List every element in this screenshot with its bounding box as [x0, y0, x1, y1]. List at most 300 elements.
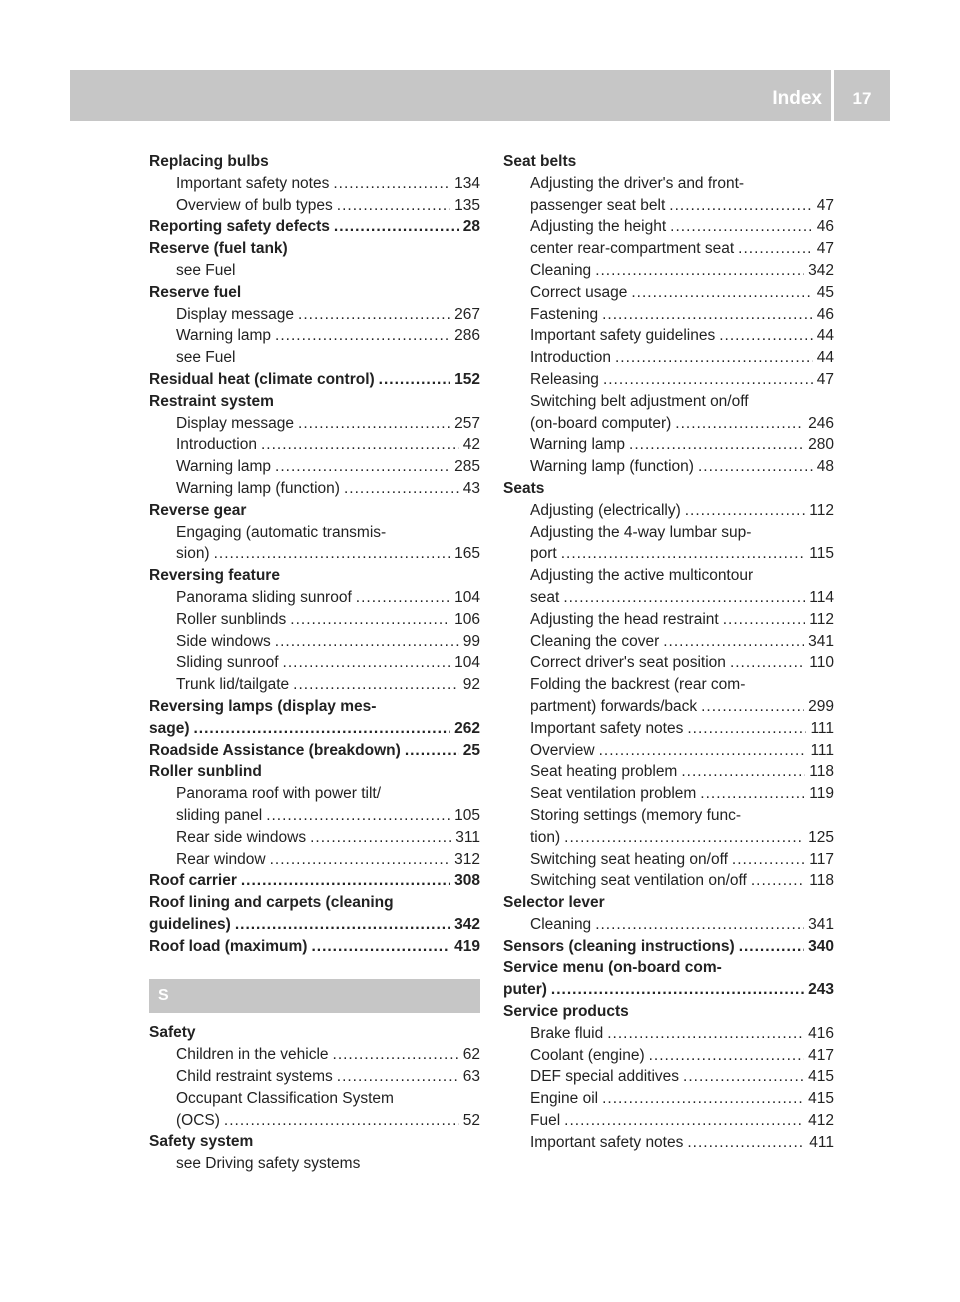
entry-text: partment) forwards/back: [530, 697, 698, 715]
dot-leader: [564, 827, 804, 849]
index-subentry: [503, 870, 834, 892]
dot-leader: [631, 282, 812, 304]
index-subentry: [503, 543, 834, 565]
entry-text: Restraint system: [149, 392, 274, 410]
dot-leader: [681, 761, 805, 783]
entry-text: Adjusting (electrically): [530, 501, 681, 519]
entry-text: Panorama roof with power tilt/: [176, 785, 382, 803]
page-ref: 45: [816, 283, 834, 301]
index-subentry: [149, 631, 480, 653]
index-subentry: [149, 173, 480, 195]
dot-leader: [551, 979, 804, 1001]
index-subentry: [503, 565, 834, 587]
index-heading: [503, 979, 834, 1001]
dot-leader: [356, 587, 450, 609]
page-ref: 415: [808, 1090, 834, 1108]
entry-text: Panorama sliding sunroof: [176, 588, 352, 606]
index-subentry: [503, 652, 834, 674]
entry-text: Adjusting the head restraint: [530, 610, 719, 628]
page-ref: 286: [454, 327, 480, 345]
page-ref: 118: [809, 763, 834, 781]
index-subentry: [149, 827, 480, 849]
page-ref: 44: [816, 349, 834, 367]
dot-leader: [298, 304, 450, 326]
page-ref: 47: [816, 370, 834, 388]
entry-text: Adjusting the height: [530, 218, 667, 236]
page-ref: 257: [454, 414, 480, 432]
entry-text: Child restraint systems: [176, 1068, 333, 1086]
entry-text: Roof lining and carpets (cleaning: [149, 894, 394, 912]
index-heading: [149, 1022, 480, 1044]
page-ref: 243: [808, 981, 834, 999]
page-ref: 42: [462, 436, 480, 454]
entry-text: Roadside Assistance (breakdown): [149, 741, 401, 759]
page-ref: 342: [454, 915, 480, 933]
dot-leader: [751, 870, 805, 892]
index-heading: [149, 282, 480, 304]
dot-leader: [607, 1023, 804, 1045]
entry-text: Trunk lid/tailgate: [176, 676, 290, 694]
index-subentry: [503, 805, 834, 827]
page-ref: 152: [454, 370, 480, 388]
index-subentry: [503, 1023, 834, 1045]
entry-text: Cleaning the cover: [530, 632, 660, 650]
index-subentry: [503, 282, 834, 304]
page-ref: 47: [816, 240, 834, 258]
entry-text: Safety: [149, 1024, 196, 1042]
entry-text: Service menu (on-board com-: [503, 959, 722, 977]
entry-text: Safety system: [149, 1133, 254, 1151]
dot-leader: [379, 369, 450, 391]
page-ref: 104: [454, 654, 480, 672]
dot-leader: [214, 543, 451, 565]
entry-text: (on-board computer): [530, 414, 672, 432]
page-ref: 106: [454, 610, 480, 628]
page-ref: 311: [455, 828, 480, 846]
entry-text: Overview of bulb types: [176, 196, 333, 214]
entry-text: Correct driver's seat position: [530, 654, 726, 672]
dot-leader: [687, 718, 806, 740]
page-ref: 125: [808, 828, 834, 846]
page-ref: 110: [809, 654, 834, 672]
entry-text: see Fuel: [176, 261, 236, 279]
entry-text: Roof load (maximum): [149, 937, 308, 955]
page-ref: 411: [809, 1133, 834, 1151]
dot-leader: [670, 216, 813, 238]
entry-text: DEF special additives: [530, 1068, 680, 1086]
index-subentry: [149, 1110, 480, 1132]
entry-text: Reserve fuel: [149, 283, 242, 301]
index-heading: [149, 391, 480, 413]
dot-leader: [738, 238, 813, 260]
page-ref: 52: [462, 1111, 480, 1129]
entry-text: Roof carrier: [149, 872, 237, 890]
index-heading: [149, 718, 480, 740]
page-ref: 262: [454, 719, 480, 737]
entry-text: Display message: [176, 414, 295, 432]
page-ref: 117: [809, 850, 834, 868]
dot-leader: [241, 870, 450, 892]
entry-text: Warning lamp: [530, 436, 626, 454]
index-subentry: [503, 740, 834, 762]
entry-text: Introduction: [530, 349, 611, 367]
entry-text: Fastening: [530, 305, 599, 323]
entry-text: Releasing: [530, 370, 599, 388]
index-subentry: [503, 674, 834, 696]
entry-text: tion): [530, 828, 561, 846]
entry-text: Display message: [176, 305, 295, 323]
index-subentry: [503, 456, 834, 478]
page-ref: 135: [454, 196, 480, 214]
dot-leader: [683, 1066, 804, 1088]
dot-leader: [270, 849, 451, 871]
page-ref: 419: [454, 937, 480, 955]
entry-text: Reversing lamps (display mes-: [149, 697, 377, 715]
entry-text: Warning lamp (function): [176, 479, 340, 497]
index-subentry: [503, 347, 834, 369]
index-subentry: [503, 238, 834, 260]
page-ref: 115: [809, 545, 834, 563]
index-subentry: [503, 216, 834, 238]
dot-leader: [235, 914, 450, 936]
page-ref: 46: [816, 305, 834, 323]
index-heading: [503, 936, 834, 958]
index-subentry: [503, 304, 834, 326]
page-header: [70, 70, 890, 121]
dot-leader: [337, 195, 450, 217]
dot-leader: [669, 195, 812, 217]
dot-leader: [266, 805, 450, 827]
index-subentry: [149, 587, 480, 609]
page-ref: 47: [816, 196, 834, 214]
dot-leader: [615, 347, 813, 369]
index-subentry: [503, 761, 834, 783]
dot-leader: [224, 1110, 459, 1132]
entry-text: Residual heat (climate control): [149, 370, 375, 388]
index-subentry: [149, 1153, 480, 1175]
page-ref: 299: [808, 697, 834, 715]
dot-leader: [311, 936, 450, 958]
index-subentry: [503, 369, 834, 391]
page-ref: 105: [454, 806, 480, 824]
index-subentry: [149, 347, 480, 369]
dot-leader: [298, 413, 450, 435]
dot-leader: [730, 652, 805, 674]
page-ref: 44: [816, 327, 834, 345]
entry-text: port: [530, 545, 557, 563]
page-ref: 416: [808, 1024, 834, 1042]
page-ref: 118: [809, 872, 834, 890]
entry-text: Cleaning: [530, 261, 592, 279]
index-subentry: [503, 696, 834, 718]
entry-text: Seat ventilation problem: [530, 785, 697, 803]
dot-leader: [719, 325, 813, 347]
entry-text: Children in the vehicle: [176, 1046, 329, 1064]
index-subentry: [503, 827, 834, 849]
index-heading: [503, 892, 834, 914]
entry-text: Engaging (automatic transmis-: [176, 523, 387, 541]
entry-text: Important safety guidelines: [530, 327, 716, 345]
dot-leader: [602, 304, 813, 326]
entry-text: Side windows: [176, 632, 271, 650]
index-subentry: [149, 478, 480, 500]
page-ref: 43: [462, 479, 480, 497]
entry-text: Adjusting the active multicontour: [530, 567, 754, 585]
entry-text: Adjusting the 4-way lumbar sup-: [530, 523, 752, 541]
entry-text: Coolant (engine): [530, 1046, 645, 1064]
entry-text: Selector lever: [503, 894, 605, 912]
entry-text: Roller sunblinds: [176, 610, 287, 628]
page-ref: 341: [808, 632, 834, 650]
page-ref: 112: [809, 501, 834, 519]
page-ref: 99: [462, 632, 480, 650]
dot-leader: [275, 456, 450, 478]
index-subentry: [503, 391, 834, 413]
entry-text: see Fuel: [176, 349, 236, 367]
entry-text: sage): [149, 719, 190, 737]
dot-leader: [675, 413, 804, 435]
dot-leader: [602, 1088, 804, 1110]
index-subentry: [149, 325, 480, 347]
index-subentry: [503, 631, 834, 653]
dot-leader: [701, 696, 804, 718]
dot-leader: [663, 631, 804, 653]
index-subentry: [503, 587, 834, 609]
index-subentry: [503, 1132, 834, 1154]
page-ref: 111: [810, 741, 834, 759]
page-ref: 111: [810, 719, 834, 737]
index-subentry: [149, 413, 480, 435]
page-ref: 25: [462, 741, 480, 759]
entry-text: Switching seat heating on/off: [530, 850, 728, 868]
page-ref: 415: [808, 1068, 834, 1086]
page-ref: 342: [808, 261, 834, 279]
dot-leader: [629, 434, 804, 456]
page-ref: 92: [462, 676, 480, 694]
page-ref: 340: [808, 937, 834, 955]
entry-text: Brake fluid: [530, 1024, 604, 1042]
index-subentry: [503, 914, 834, 936]
entry-text: Warning lamp: [176, 327, 272, 345]
dot-leader: [344, 478, 459, 500]
index-subentry: [503, 783, 834, 805]
header-title: Index: [772, 88, 822, 109]
dot-leader: [603, 369, 813, 391]
index-subentry: [149, 304, 480, 326]
index-subentry: [503, 434, 834, 456]
page-ref: 412: [808, 1112, 834, 1130]
index-subentry: [149, 1088, 480, 1110]
entry-text: Overview: [530, 741, 595, 759]
index-subentry: [503, 718, 834, 740]
index-subentry: [149, 849, 480, 871]
entry-text: Reporting safety defects: [149, 218, 330, 236]
entry-text: Reversing feature: [149, 567, 280, 585]
index-subentry: [503, 260, 834, 282]
index-heading: [149, 151, 480, 173]
entry-text: puter): [503, 981, 547, 999]
page-ref: 165: [454, 545, 480, 563]
page-ref: 62: [462, 1046, 480, 1064]
entry-text: Seat heating problem: [530, 763, 678, 781]
index-subentry: [149, 609, 480, 631]
index-heading: [149, 696, 480, 718]
index-subentry: [149, 434, 480, 456]
index-heading: [149, 914, 480, 936]
page-ref: 119: [809, 785, 834, 803]
index-heading: [149, 369, 480, 391]
index-column-right: [503, 151, 834, 1154]
entry-text: Occupant Classification System: [176, 1089, 394, 1107]
page-ref: 308: [454, 872, 480, 890]
entry-text: Adjusting the driver's and front-: [530, 174, 745, 192]
index-heading: [149, 936, 480, 958]
entry-text: guidelines): [149, 915, 231, 933]
dot-leader: [687, 1132, 805, 1154]
index-subentry: [149, 260, 480, 282]
page-ref: 312: [454, 850, 480, 868]
entry-text: Rear side windows: [176, 828, 307, 846]
index-heading: [503, 478, 834, 500]
page-ref: 114: [809, 588, 834, 606]
dot-leader: [293, 674, 459, 696]
index-subentry: [149, 805, 480, 827]
index-subentry: [149, 522, 480, 544]
index-subentry: [149, 783, 480, 805]
page-ref: 417: [808, 1046, 834, 1064]
dot-leader: [275, 631, 459, 653]
index-subentry: [503, 609, 834, 631]
index-subentry: [149, 195, 480, 217]
index-subentry: [503, 1066, 834, 1088]
dot-leader: [333, 1044, 459, 1066]
entry-text: passenger seat belt: [530, 196, 666, 214]
dot-leader: [698, 456, 813, 478]
dot-leader: [310, 827, 451, 849]
index-subentry: [503, 1088, 834, 1110]
entry-text: Important safety notes: [530, 1133, 684, 1151]
index-subentry: [149, 1044, 480, 1066]
dot-leader: [275, 325, 450, 347]
entry-text: Reserve (fuel tank): [149, 240, 288, 258]
dot-leader: [561, 543, 806, 565]
index-subentry: [149, 543, 480, 565]
page-ref: 134: [454, 174, 480, 192]
entry-text: Fuel: [530, 1112, 561, 1130]
page-ref: 267: [454, 305, 480, 323]
page-ref: 46: [816, 218, 834, 236]
dot-leader: [333, 173, 450, 195]
index-subentry: [503, 325, 834, 347]
entry-text: Folding the backrest (rear com-: [530, 676, 746, 694]
index-subentry: [149, 674, 480, 696]
index-heading: [503, 1001, 834, 1023]
dot-leader: [700, 783, 805, 805]
entry-text: center rear-compartment seat: [530, 240, 735, 258]
index-subentry: [503, 413, 834, 435]
page-number: 17: [852, 89, 872, 108]
index-subentry: [503, 522, 834, 544]
entry-text: Sliding sunroof: [176, 654, 279, 672]
page-ref: 28: [462, 218, 480, 236]
entry-text: Warning lamp: [176, 458, 272, 476]
entry-text: Engine oil: [530, 1090, 599, 1108]
dot-leader: [595, 914, 804, 936]
dot-leader: [283, 652, 451, 674]
entry-text: Replacing bulbs: [149, 153, 269, 170]
entry-text: see Driving safety systems: [176, 1155, 361, 1173]
entry-text: Rear window: [176, 850, 266, 868]
entry-text: Switching belt adjustment on/off: [530, 392, 749, 410]
dot-leader: [261, 434, 459, 456]
index-subentry: [503, 173, 834, 195]
page-ref: 104: [454, 588, 480, 606]
entry-text: Cleaning: [530, 915, 592, 933]
section-spacer: [149, 957, 480, 979]
entry-text: Switching seat ventilation on/off: [530, 872, 747, 890]
index-heading: [149, 761, 480, 783]
page-ref: 48: [816, 458, 834, 476]
dot-leader: [685, 500, 806, 522]
index-heading: [149, 500, 480, 522]
index-column-left: [149, 151, 480, 1175]
index-subentry: [149, 456, 480, 478]
dot-leader: [595, 260, 804, 282]
dot-leader: [723, 609, 806, 631]
entry-text: Sensors (cleaning instructions): [503, 937, 735, 955]
dot-leader: [649, 1045, 805, 1067]
index-heading: [149, 216, 480, 238]
index-subentry: [503, 849, 834, 871]
entry-text: Reverse gear: [149, 501, 247, 519]
index-subentry: [503, 1045, 834, 1067]
index-heading: [503, 151, 834, 173]
entry-text: seat: [530, 588, 560, 606]
left-entries-after: [149, 1022, 480, 1175]
dot-leader: [337, 1066, 459, 1088]
dot-leader: [732, 849, 805, 871]
entry-text: Important safety notes: [530, 719, 684, 737]
left-entries-before: [149, 151, 480, 957]
dot-leader: [599, 740, 807, 762]
index-heading: [149, 892, 480, 914]
dot-leader: [739, 936, 804, 958]
entry-text: sion): [176, 545, 210, 563]
entry-text: Important safety notes: [176, 174, 330, 192]
entry-text: Service products: [503, 1003, 629, 1021]
page-ref: 341: [808, 915, 834, 933]
index-subentry: [149, 1066, 480, 1088]
dot-leader: [334, 216, 459, 238]
index-subentry: [503, 1110, 834, 1132]
entry-text: sliding panel: [176, 806, 263, 824]
entry-text: Storing settings (memory func-: [530, 806, 742, 824]
dot-leader: [564, 1110, 804, 1132]
index-subentry: [149, 652, 480, 674]
index-heading: [149, 1131, 480, 1153]
dot-leader: [194, 718, 451, 740]
page-ref: 280: [808, 436, 834, 454]
page-ref: 246: [808, 414, 834, 432]
entry-text: Warning lamp (function): [530, 458, 694, 476]
dot-leader: [563, 587, 805, 609]
right-entries: [503, 151, 834, 1154]
page-ref: 112: [809, 610, 834, 628]
entry-text: Seat belts: [503, 153, 577, 170]
index-heading: [149, 565, 480, 587]
index-subentry: [503, 195, 834, 217]
entry-text: (OCS): [176, 1111, 220, 1129]
